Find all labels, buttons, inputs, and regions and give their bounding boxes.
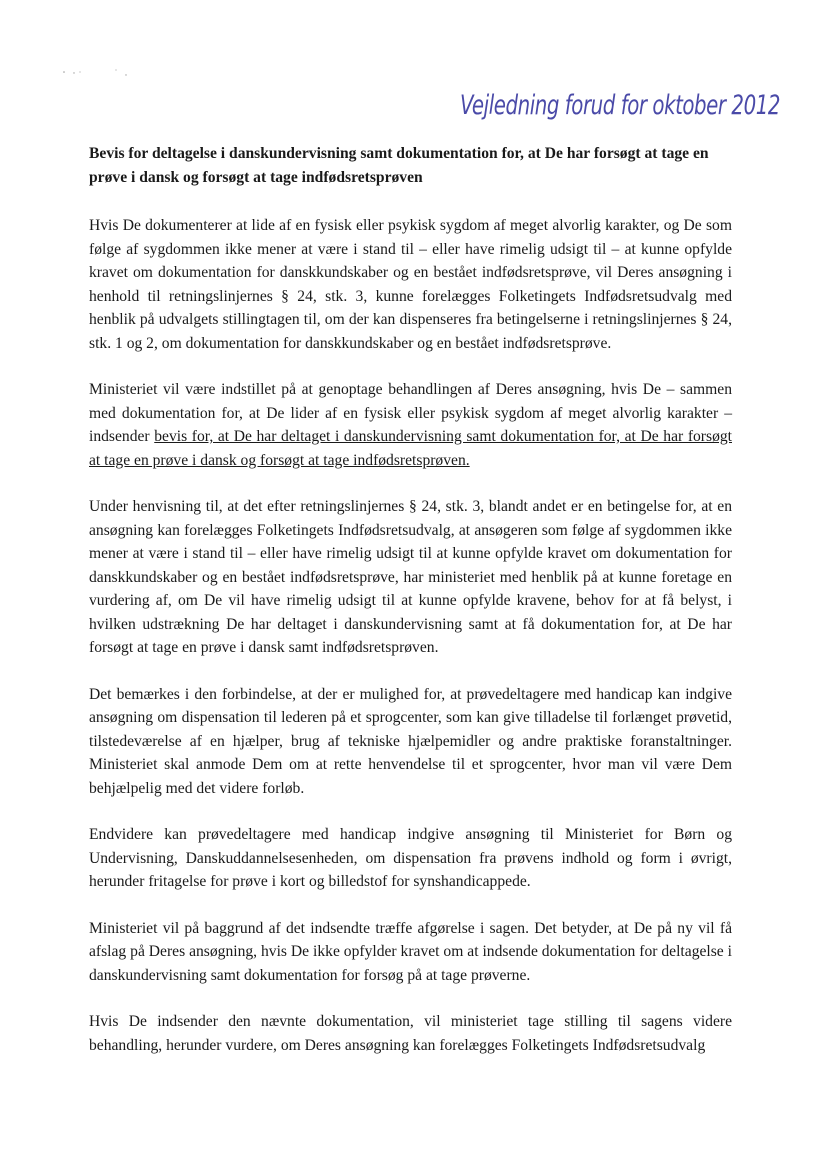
paragraph-2 [89, 378, 732, 472]
paragraph-3: Under henvisning til, at det efter retningslinjernes § 24, stk. 3, blandt andet er en betingelse for, at en ansøgning kan forelægges Folketingets Indfødsretsudvalg, at ansøgeren som følge af sygdommen ikke mener at være i stand til – eller have rimelig udsigt til at kunne opfylde kravet om dokumentation for danskkundskaber og en bestået indfødsretsprøve, har ministeriet med henblik på at kunne foretage en vurdering af, om De vil have rimelig udsigt til at kunne opfylde kravene, behov for at få belyst, i hvilken udstrækning De har deltaget i danskundervisning samt at få dokumentation for, at De har forsøgt at tage en prøve i dansk samt indfødsretsprøven. [89, 498, 732, 656]
document-body [89, 142, 732, 1080]
paragraph-7: Hvis De indsender den nævnte dokumentation, vil ministeriet tage stilling til sagens videre behandling, herunder vurdere, om Deres ansøgning kan forelægges Folketingets Indfødsretsudvalg [89, 1013, 732, 1054]
paragraph-4: Det bemærkes i den forbindelse, at der er mulighed for, at prøvedeltagere med handicap kan indgive ansøgning om dispensation til lederen på et sprogcenter, som kan give tilladelse til forlænget prøvetid, tilstedeværelse af en hjælper, brug af tekniske hjælpemidler og andre praktiske foranstaltninger. Ministeriet skal anmode Dem om at rette henvendelse til et sprogcenter, hvor man vil være Dem behjælpelig med det videre forløb. [89, 685, 732, 797]
scan-artifact-specks [60, 66, 140, 78]
paragraph-2-text: Ministeriet vil være indstillet på at genoptage behandlingen af Deres ansøgning, hvis De – sammen med dokumentation for, at De lider af en fysisk eller psykisk sygdom af meget alvorlig karakter – indsender [89, 381, 732, 445]
document-title: Bevis for deltagelse i danskundervisning samt dokumentation for, at De har forsøgt at tage en prøve i dansk og forsøgt at tage indfødsretsprøven [89, 145, 709, 186]
handwritten-annotation [452, 80, 792, 126]
paragraph-5: Endvidere kan prøvedeltagere med handicap indgive ansøgning til Ministeriet for Børn og Undervisning, Danskuddannelsesenheden, om dispensation fra prøvens indhold og form i øvrigt, herunder fritagelse for prøve i kort og billedstof for synshandicappede. [89, 826, 732, 890]
paragraph-6: Ministeriet vil på baggrund af det indsendte træffe afgørelse i sagen. Det betyder, at De på ny vil få afslag på Deres ansøgning, hvis De ikke opfylder kravet om at indsende dokumentation for deltagelse i danskundervisning samt dokumentation for forsøg på at tage prøverne. [89, 919, 732, 984]
paragraph-2-underlined-text: bevis for, at De har deltaget i danskundervisning samt dokumentation for, at De har forsøgt at tage en prøve i dansk og forsøgt at tage indfødsretsprøven. [89, 428, 732, 469]
paragraph-1: Hvis De dokumenterer at lide af en fysisk eller psykisk sygdom af meget alvorlig karakter, og De som følge af sygdommen ikke mener at være i stand til – eller have rimelig udsigt til – at kunne opfylde kravet om dokumentation for danskkundskaber og en bestået indfødsretsprøve, vil Deres ansøgning i henhold til retningslinjernes § 24, stk. 3, kunne forelægges Folketingets Indfødsretsudvalg med henblik på udvalgets stillingtagen til, om der kan dispenseres fra betingelserne i retningslinjernes § 24, stk. 1 og 2, om dokumentation for danskkundskaber og en bestået indfødsretsprøve. [89, 217, 732, 352]
handwritten-note-text: Vejledning forud for oktober 2012 [460, 90, 780, 121]
